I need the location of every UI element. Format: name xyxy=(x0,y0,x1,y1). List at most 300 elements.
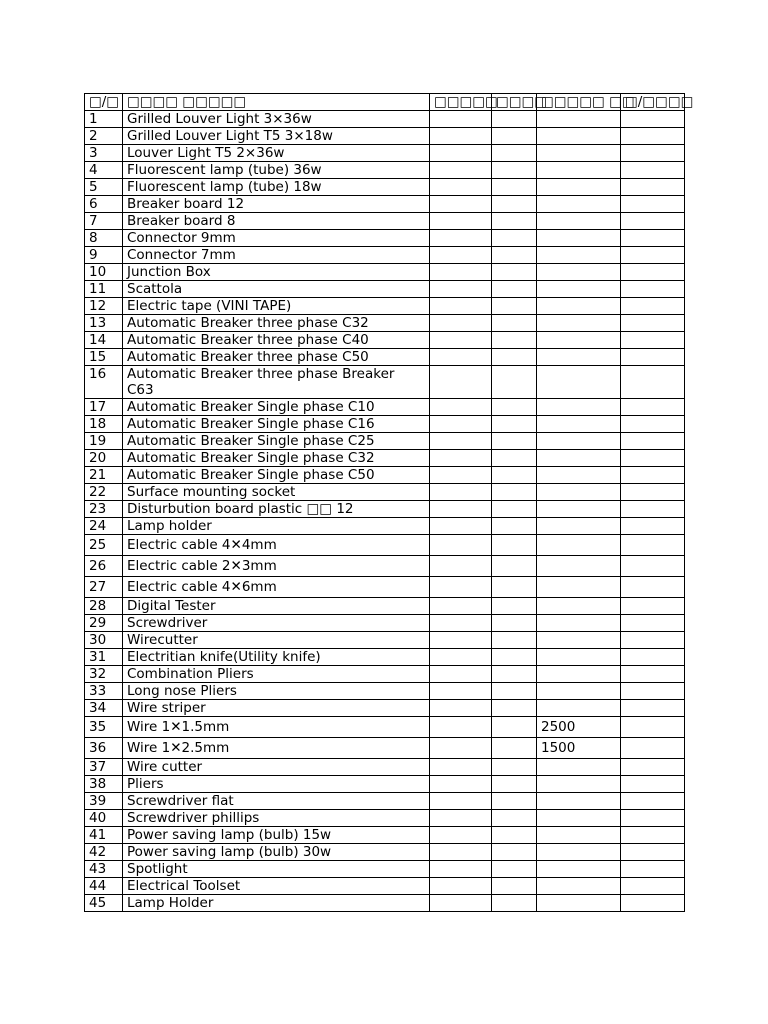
row-cell-6 xyxy=(621,247,685,264)
row-cell-3 xyxy=(430,649,492,666)
row-cell-4 xyxy=(492,332,537,349)
row-number: 36 xyxy=(85,738,123,759)
row-description: Grilled Louver Light T5 3×18w xyxy=(123,128,430,145)
row-cell-3 xyxy=(430,179,492,196)
row-cell-4 xyxy=(492,416,537,433)
table-row xyxy=(85,298,685,315)
row-cell-4 xyxy=(492,213,537,230)
row-description: Electric cable 2✕3mm xyxy=(123,556,430,577)
table-row xyxy=(85,315,685,332)
row-cell-6 xyxy=(621,213,685,230)
row-cell-5 xyxy=(537,878,621,895)
row-description: Wire 1✕1.5mm xyxy=(123,717,430,738)
row-cell-6 xyxy=(621,759,685,776)
row-cell-5 xyxy=(537,683,621,700)
row-cell-5 xyxy=(537,649,621,666)
row-number: 38 xyxy=(85,776,123,793)
row-cell-4 xyxy=(492,793,537,810)
row-cell-5 xyxy=(537,213,621,230)
row-cell-5 xyxy=(537,179,621,196)
row-cell-3 xyxy=(430,738,492,759)
table-header-row xyxy=(85,94,685,111)
table-row xyxy=(85,145,685,162)
row-cell-3 xyxy=(430,535,492,556)
row-cell-4 xyxy=(492,700,537,717)
row-cell-3 xyxy=(430,230,492,247)
row-description: Screwdriver flat xyxy=(123,793,430,810)
row-number: 43 xyxy=(85,861,123,878)
row-cell-6 xyxy=(621,315,685,332)
row-cell-3 xyxy=(430,111,492,128)
row-cell-5 xyxy=(537,793,621,810)
row-number: 40 xyxy=(85,810,123,827)
row-description: Wire striper xyxy=(123,700,430,717)
row-cell-5 xyxy=(537,484,621,501)
row-number: 1 xyxy=(85,111,123,128)
table-row xyxy=(85,878,685,895)
header-column-5: □□□□□ □□ xyxy=(537,94,621,111)
row-cell-3 xyxy=(430,196,492,213)
row-cell-3 xyxy=(430,332,492,349)
row-cell-6 xyxy=(621,793,685,810)
row-number: 33 xyxy=(85,683,123,700)
row-cell-3 xyxy=(430,776,492,793)
row-cell-4 xyxy=(492,128,537,145)
row-number: 22 xyxy=(85,484,123,501)
items-table xyxy=(84,93,694,912)
row-cell-4 xyxy=(492,298,537,315)
table-body xyxy=(85,111,685,912)
row-number: 17 xyxy=(85,399,123,416)
row-cell-3 xyxy=(430,895,492,912)
row-cell-3 xyxy=(430,281,492,298)
row-cell-6 xyxy=(621,535,685,556)
table-row xyxy=(85,666,685,683)
table-row xyxy=(85,501,685,518)
table-row xyxy=(85,738,685,759)
row-cell-3 xyxy=(430,556,492,577)
table-row xyxy=(85,700,685,717)
header-column-6: □/□□□□ xyxy=(621,94,685,111)
row-cell-4 xyxy=(492,649,537,666)
row-cell-6 xyxy=(621,484,685,501)
row-description: Automatic Breaker Single phase C50 xyxy=(123,467,430,484)
row-cell-5 xyxy=(537,577,621,598)
row-cell-3 xyxy=(430,615,492,632)
table-row xyxy=(85,793,685,810)
row-cell-5 xyxy=(537,230,621,247)
row-cell-5 xyxy=(537,111,621,128)
row-number: 6 xyxy=(85,196,123,213)
row-number: 4 xyxy=(85,162,123,179)
table-row xyxy=(85,467,685,484)
table-row xyxy=(85,450,685,467)
row-cell-6 xyxy=(621,683,685,700)
row-description: Power saving lamp (bulb) 15w xyxy=(123,827,430,844)
row-cell-5 xyxy=(537,145,621,162)
row-cell-3 xyxy=(430,264,492,281)
row-description: Combination Pliers xyxy=(123,666,430,683)
header-column-4: □□□□ xyxy=(492,94,537,111)
row-number: 10 xyxy=(85,264,123,281)
row-cell-6 xyxy=(621,366,685,399)
table-row xyxy=(85,484,685,501)
row-number: 15 xyxy=(85,349,123,366)
table-row xyxy=(85,683,685,700)
row-cell-5: 1500 xyxy=(537,738,621,759)
table-row xyxy=(85,433,685,450)
row-number: 12 xyxy=(85,298,123,315)
row-cell-3 xyxy=(430,827,492,844)
row-description: Lamp Holder xyxy=(123,895,430,912)
row-cell-4 xyxy=(492,230,537,247)
row-cell-5 xyxy=(537,399,621,416)
row-cell-3 xyxy=(430,861,492,878)
row-cell-3 xyxy=(430,501,492,518)
row-cell-4 xyxy=(492,556,537,577)
row-cell-3 xyxy=(430,577,492,598)
row-number: 16 xyxy=(85,366,123,399)
row-description: Lamp holder xyxy=(123,518,430,535)
row-cell-4 xyxy=(492,535,537,556)
table-row xyxy=(85,535,685,556)
table-row xyxy=(85,366,685,399)
row-cell-6 xyxy=(621,632,685,649)
row-number: 41 xyxy=(85,827,123,844)
row-number: 27 xyxy=(85,577,123,598)
table-row xyxy=(85,844,685,861)
table-row xyxy=(85,759,685,776)
table-row xyxy=(85,861,685,878)
row-number: 45 xyxy=(85,895,123,912)
row-cell-3 xyxy=(430,683,492,700)
row-cell-4 xyxy=(492,738,537,759)
row-cell-3 xyxy=(430,844,492,861)
row-description: Wire 1✕2.5mm xyxy=(123,738,430,759)
row-cell-4 xyxy=(492,895,537,912)
row-description: Grilled Louver Light 3×36w xyxy=(123,111,430,128)
table-row xyxy=(85,399,685,416)
row-cell-6 xyxy=(621,450,685,467)
table-row xyxy=(85,776,685,793)
row-cell-6 xyxy=(621,501,685,518)
table-row xyxy=(85,717,685,738)
row-cell-6 xyxy=(621,128,685,145)
row-description: Automatic Breaker Single phase C25 xyxy=(123,433,430,450)
row-cell-3 xyxy=(430,315,492,332)
row-number: 13 xyxy=(85,315,123,332)
row-description: Breaker board 12 xyxy=(123,196,430,213)
row-number: 25 xyxy=(85,535,123,556)
row-number: 8 xyxy=(85,230,123,247)
row-cell-4 xyxy=(492,366,537,399)
row-cell-6 xyxy=(621,298,685,315)
table-row xyxy=(85,649,685,666)
row-cell-6 xyxy=(621,196,685,213)
row-number: 7 xyxy=(85,213,123,230)
row-cell-5 xyxy=(537,861,621,878)
row-cell-6 xyxy=(621,230,685,247)
row-cell-4 xyxy=(492,844,537,861)
row-cell-3 xyxy=(430,484,492,501)
row-number: 9 xyxy=(85,247,123,264)
row-cell-5 xyxy=(537,895,621,912)
row-cell-5 xyxy=(537,535,621,556)
row-cell-3 xyxy=(430,399,492,416)
row-description: Scattola xyxy=(123,281,430,298)
row-description: Automatic Breaker Single phase C10 xyxy=(123,399,430,416)
row-number: 23 xyxy=(85,501,123,518)
row-cell-5 xyxy=(537,450,621,467)
row-cell-4 xyxy=(492,827,537,844)
row-cell-4 xyxy=(492,264,537,281)
row-number: 20 xyxy=(85,450,123,467)
table-row xyxy=(85,196,685,213)
row-cell-6 xyxy=(621,162,685,179)
row-number: 18 xyxy=(85,416,123,433)
row-cell-5 xyxy=(537,162,621,179)
table-row xyxy=(85,349,685,366)
row-description: Wire cutter xyxy=(123,759,430,776)
table-row xyxy=(85,264,685,281)
row-number: 2 xyxy=(85,128,123,145)
row-cell-3 xyxy=(430,878,492,895)
table-row xyxy=(85,577,685,598)
row-cell-5 xyxy=(537,467,621,484)
row-cell-3 xyxy=(430,700,492,717)
row-description: Digital Tester xyxy=(123,598,430,615)
row-cell-5 xyxy=(537,700,621,717)
row-description: Pliers xyxy=(123,776,430,793)
row-cell-4 xyxy=(492,776,537,793)
table-row xyxy=(85,281,685,298)
row-number: 37 xyxy=(85,759,123,776)
header-column-3: □□□□□ xyxy=(430,94,492,111)
table-row xyxy=(85,518,685,535)
row-cell-3 xyxy=(430,247,492,264)
row-cell-3 xyxy=(430,145,492,162)
table-row xyxy=(85,230,685,247)
row-cell-3 xyxy=(430,162,492,179)
row-cell-5 xyxy=(537,298,621,315)
row-cell-4 xyxy=(492,717,537,738)
row-cell-6 xyxy=(621,649,685,666)
row-cell-5 xyxy=(537,501,621,518)
row-cell-6 xyxy=(621,467,685,484)
row-cell-5 xyxy=(537,366,621,399)
row-cell-5 xyxy=(537,759,621,776)
row-cell-3 xyxy=(430,433,492,450)
row-cell-3 xyxy=(430,632,492,649)
row-cell-6 xyxy=(621,577,685,598)
row-cell-4 xyxy=(492,759,537,776)
row-cell-6 xyxy=(621,598,685,615)
table-row xyxy=(85,162,685,179)
row-description: Long nose Pliers xyxy=(123,683,430,700)
table-row xyxy=(85,128,685,145)
row-cell-6 xyxy=(621,776,685,793)
row-cell-6 xyxy=(621,179,685,196)
row-cell-4 xyxy=(492,598,537,615)
row-cell-4 xyxy=(492,615,537,632)
row-cell-4 xyxy=(492,450,537,467)
row-description: Electric tape (VINI TAPE) xyxy=(123,298,430,315)
row-number: 5 xyxy=(85,179,123,196)
row-cell-5 xyxy=(537,281,621,298)
row-cell-4 xyxy=(492,577,537,598)
row-cell-4 xyxy=(492,518,537,535)
table-row xyxy=(85,416,685,433)
row-cell-6 xyxy=(621,332,685,349)
row-cell-6 xyxy=(621,738,685,759)
row-description: Automatic Breaker Single phase C32 xyxy=(123,450,430,467)
row-cell-4 xyxy=(492,247,537,264)
row-cell-3 xyxy=(430,298,492,315)
row-description: Screwdriver xyxy=(123,615,430,632)
row-cell-3 xyxy=(430,128,492,145)
row-cell-6 xyxy=(621,111,685,128)
row-cell-6 xyxy=(621,349,685,366)
row-description: Surface mounting socket xyxy=(123,484,430,501)
row-number: 31 xyxy=(85,649,123,666)
row-cell-4 xyxy=(492,683,537,700)
row-cell-4 xyxy=(492,433,537,450)
row-cell-3 xyxy=(430,759,492,776)
row-cell-5 xyxy=(537,844,621,861)
table-row xyxy=(85,213,685,230)
row-description: Automatic Breaker three phase C40 xyxy=(123,332,430,349)
row-description: Automatic Breaker Single phase C16 xyxy=(123,416,430,433)
row-description: Connector 9mm xyxy=(123,230,430,247)
row-cell-3 xyxy=(430,416,492,433)
row-cell-4 xyxy=(492,399,537,416)
row-cell-4 xyxy=(492,281,537,298)
row-cell-5 xyxy=(537,556,621,577)
row-cell-4 xyxy=(492,484,537,501)
row-number: 30 xyxy=(85,632,123,649)
row-number: 3 xyxy=(85,145,123,162)
row-description: Electritian knife(Utility knife) xyxy=(123,649,430,666)
row-cell-4 xyxy=(492,666,537,683)
row-cell-4 xyxy=(492,861,537,878)
row-cell-3 xyxy=(430,666,492,683)
row-cell-5 xyxy=(537,247,621,264)
table-row xyxy=(85,111,685,128)
row-description: Louver Light T5 2×36w xyxy=(123,145,430,162)
row-description: Disturbution board plastic □□ 12 xyxy=(123,501,430,518)
row-cell-3 xyxy=(430,213,492,230)
row-cell-6 xyxy=(621,717,685,738)
row-description: Breaker board 8 xyxy=(123,213,430,230)
row-cell-5 xyxy=(537,315,621,332)
row-cell-6 xyxy=(621,878,685,895)
row-cell-5 xyxy=(537,632,621,649)
row-cell-6 xyxy=(621,666,685,683)
row-cell-5 xyxy=(537,810,621,827)
row-description: Junction Box xyxy=(123,264,430,281)
row-description: Electric cable 4✕4mm xyxy=(123,535,430,556)
row-cell-6 xyxy=(621,433,685,450)
row-cell-5 xyxy=(537,349,621,366)
row-cell-4 xyxy=(492,501,537,518)
table-row xyxy=(85,247,685,264)
row-description: Connector 7mm xyxy=(123,247,430,264)
row-description: Automatic Breaker three phase C32 xyxy=(123,315,430,332)
row-number: 19 xyxy=(85,433,123,450)
row-cell-6 xyxy=(621,615,685,632)
row-cell-5 xyxy=(537,332,621,349)
header-description: □□□□ □□□□□ xyxy=(123,94,430,111)
row-cell-4 xyxy=(492,179,537,196)
row-description: Wirecutter xyxy=(123,632,430,649)
row-cell-3 xyxy=(430,793,492,810)
row-description: Automatic Breaker three phase C50 xyxy=(123,349,430,366)
row-cell-5: 2500 xyxy=(537,717,621,738)
row-number: 29 xyxy=(85,615,123,632)
row-description: Electrical Toolset xyxy=(123,878,430,895)
row-number: 21 xyxy=(85,467,123,484)
row-description: Spotlight xyxy=(123,861,430,878)
row-cell-3 xyxy=(430,349,492,366)
row-cell-5 xyxy=(537,264,621,281)
row-cell-4 xyxy=(492,349,537,366)
row-cell-5 xyxy=(537,518,621,535)
table-row xyxy=(85,332,685,349)
row-cell-6 xyxy=(621,827,685,844)
row-number: 32 xyxy=(85,666,123,683)
row-cell-5 xyxy=(537,776,621,793)
row-cell-4 xyxy=(492,467,537,484)
row-cell-4 xyxy=(492,878,537,895)
row-cell-5 xyxy=(537,666,621,683)
row-description: Automatic Breaker three phase Breaker C63 xyxy=(123,366,430,399)
row-description: Fluorescent lamp (tube) 18w xyxy=(123,179,430,196)
row-cell-5 xyxy=(537,416,621,433)
row-cell-3 xyxy=(430,450,492,467)
row-cell-6 xyxy=(621,844,685,861)
row-cell-3 xyxy=(430,810,492,827)
row-cell-4 xyxy=(492,162,537,179)
table-row xyxy=(85,598,685,615)
row-number: 42 xyxy=(85,844,123,861)
row-cell-6 xyxy=(621,810,685,827)
row-cell-4 xyxy=(492,145,537,162)
row-cell-4 xyxy=(492,196,537,213)
row-cell-5 xyxy=(537,196,621,213)
row-description: Fluorescent lamp (tube) 36w xyxy=(123,162,430,179)
header-number: □/□ xyxy=(85,94,123,111)
row-cell-6 xyxy=(621,556,685,577)
row-cell-3 xyxy=(430,518,492,535)
table-row xyxy=(85,810,685,827)
table-row xyxy=(85,827,685,844)
row-description: Screwdriver phillips xyxy=(123,810,430,827)
row-cell-6 xyxy=(621,281,685,298)
row-number: 39 xyxy=(85,793,123,810)
row-cell-5 xyxy=(537,598,621,615)
row-cell-5 xyxy=(537,128,621,145)
row-cell-6 xyxy=(621,518,685,535)
row-number: 24 xyxy=(85,518,123,535)
row-cell-6 xyxy=(621,145,685,162)
table-row xyxy=(85,556,685,577)
row-number: 44 xyxy=(85,878,123,895)
row-number: 14 xyxy=(85,332,123,349)
row-cell-5 xyxy=(537,827,621,844)
row-cell-6 xyxy=(621,895,685,912)
row-number: 34 xyxy=(85,700,123,717)
row-cell-5 xyxy=(537,615,621,632)
